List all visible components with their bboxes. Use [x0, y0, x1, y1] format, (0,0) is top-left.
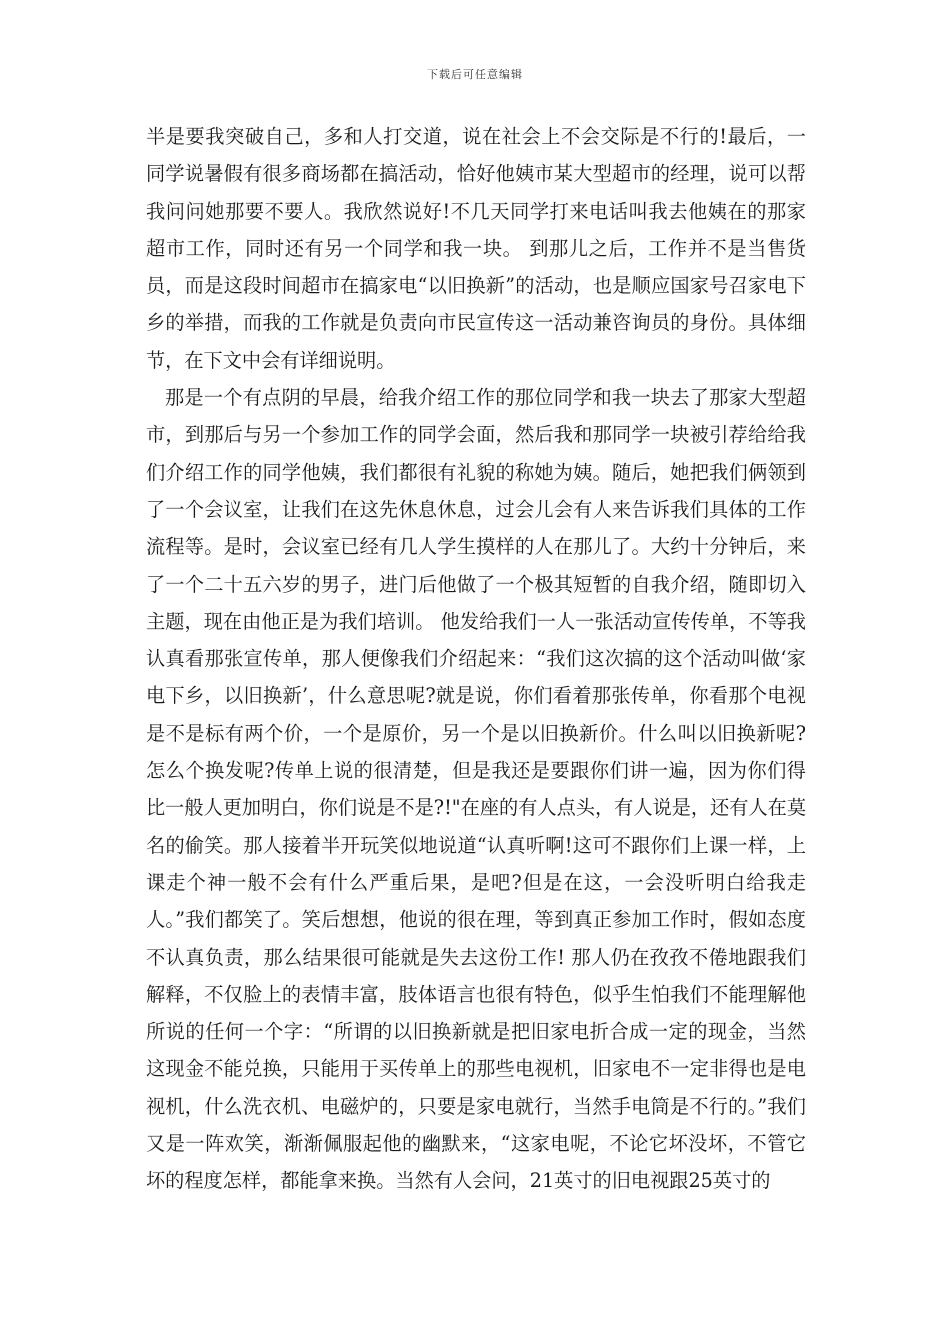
page-header: 下载后可任意编辑	[427, 68, 523, 81]
paragraph-1: 半是要我突破自己，多和人打交道，说在社会上不会交际是不行的!最后，一同学说暑假有很多商场都在搞活动，恰好他姨市某大型超市的经理，说可以帮我问问她那要不要人。我欣然说好!不几天同学打来电话叫我去他姨在的那家超市工作，同时还有另一个同学和我一块。 到那儿之后，工作并不是当售货员，而是这段时间超市在搞家电“以旧换新”的活动，也是顺应国家号召家电下乡的举措，而我的工作就是负责向市民宣传这一活动兼咨询员的身份。具体细节，在下文中会有详细说明。	[146, 125, 806, 372]
document-body	[146, 118, 806, 1200]
paragraph-2: 那是一个有点阴的早晨，给我介绍工作的那位同学和我一块去了那家大型超市，到那后与另一个参加工作的同学会面，然后我和那同学一块被引荐给给我们介绍工作的同学他姨，我们都很有礼貌的称她为姨。随后，她把我们俩领到了一个会议室，让我们在这先休息休息，过会儿会有人来告诉我们具体的工作流程等。是时，会议室已经有几人学生摸样的人在那儿了。大约十分钟后，来了一个二十五六岁的男子，进门后他做了一个极其短暂的自我介绍，随即切入主题，现在由他正是为我们培训。 他发给我们一人一张活动宣传传单，不等我认真看那张宣传单，那人便像我们介绍起来：“我们这次搞的这个活动叫做‘家电下乡，以旧换新’，什么意思呢?就是说，你们看着那张传单，你看那个电视是不是标有两个价，一个是原价，另一个是以旧换新价。什么叫以旧换新呢?怎么个换发呢?传单上说的很清楚，但是我还是要跟你们讲一遍，因为你们得比一般人更加明白，你们说是不是?!"在座的有人点头，有人说是，还有人在莫名的偷笑。那人接着半开玩笑似地说道“认真听啊!这可不跟你们上课一样，上课走个神一般不会有什么严重后果，是吧?但是在这，一会没听明白给我走人。”我们都笑了。笑后想想，他说的很在理，等到真正参加工作时，假如态度不认真负责，那么结果很可能就是失去这份工作! 那人仍在孜孜不倦地跟我们解释，不仅脸上的表情丰富，肢体语言也很有特色，似乎生怕我们不能理解他所说的任何一个字：“所谓的以旧换新就是把旧家电折合成一定的现金，当然这现金不能兑换，只能用于买传单上的那些电视机，旧家电不一定非得也是电视机，什么洗衣机、电磁炉的，只要是家电就行，当然手电筒是不行的。”我们又是一阵欢笑，渐渐佩服起他的幽默来，“这家电呢，不论它坏没坏，不管它坏的程度怎样，都能拿来换。当然有人会问，21英寸的旧电视跟25英寸的	[146, 386, 807, 1193]
